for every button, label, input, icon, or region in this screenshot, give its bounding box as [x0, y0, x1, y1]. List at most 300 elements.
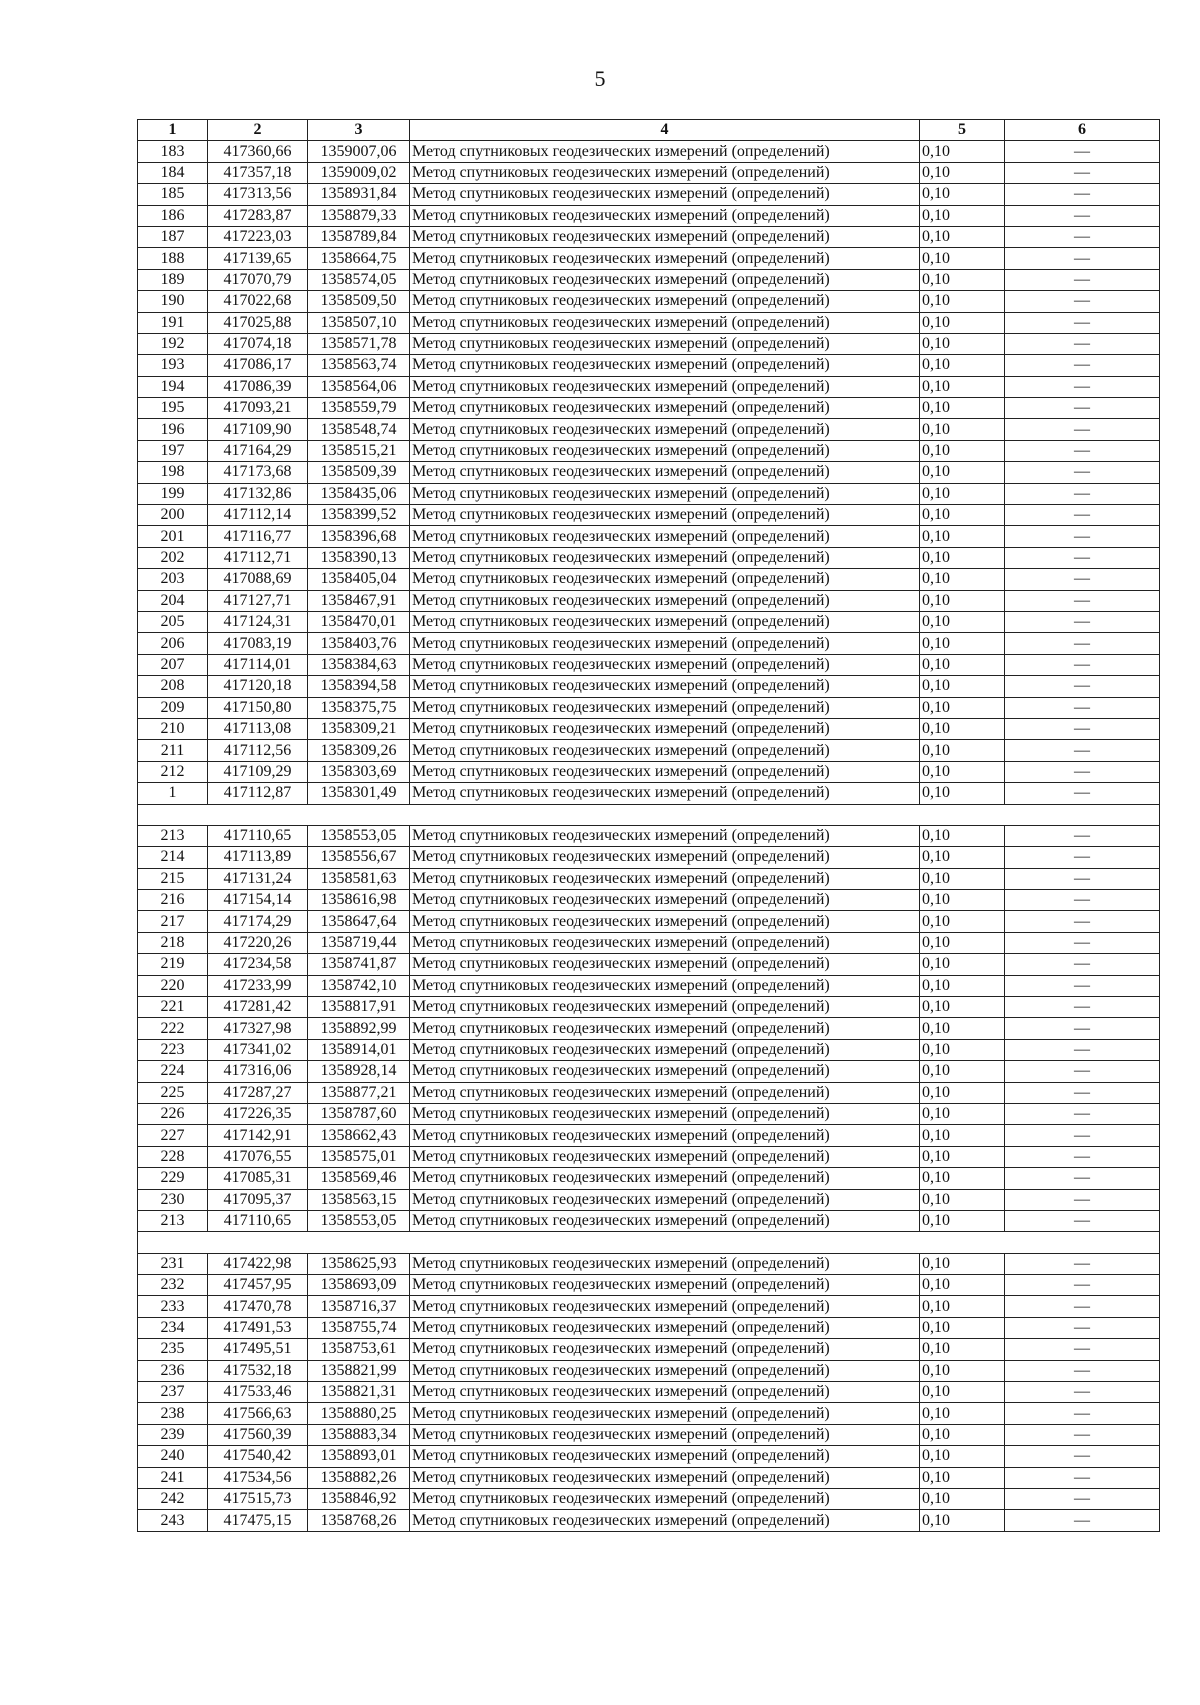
table-cell: 0,10	[920, 226, 1005, 247]
table-cell: Метод спутниковых геодезических измерений (определений)	[410, 1403, 920, 1424]
table-cell: Метод спутниковых геодезических измерений (определений)	[410, 1360, 920, 1381]
table-cell: 1358892,99	[308, 1018, 410, 1039]
table-cell: 417142,91	[208, 1125, 308, 1146]
table-cell: 417112,14	[208, 505, 308, 526]
table-row	[138, 1210, 1160, 1231]
table-cell: 230	[138, 1189, 208, 1210]
table-cell: 233	[138, 1296, 208, 1317]
table-cell: 0,10	[920, 697, 1005, 718]
column-header: 4	[410, 120, 920, 141]
table-cell: 220	[138, 975, 208, 996]
table-row	[138, 783, 1160, 804]
table-cell: Метод спутниковых геодезических измерений (определений)	[410, 376, 920, 397]
table-cell: 417127,71	[208, 590, 308, 611]
table-cell: —	[1005, 462, 1160, 483]
column-header: 2	[208, 120, 308, 141]
table-cell: 1358564,06	[308, 376, 410, 397]
table-cell: Метод спутниковых геодезических измерений (определений)	[410, 633, 920, 654]
table-cell: —	[1005, 526, 1160, 547]
table-cell: Метод спутниковых геодезических измерений (определений)	[410, 611, 920, 632]
table-cell: —	[1005, 676, 1160, 697]
table-cell: 0,10	[920, 847, 1005, 868]
table-cell: 417341,02	[208, 1039, 308, 1060]
table-row	[138, 162, 1160, 183]
table-cell: 417475,15	[208, 1510, 308, 1531]
table-cell: 417534,56	[208, 1467, 308, 1488]
table-row	[138, 997, 1160, 1018]
table-cell: Метод спутниковых геодезических измерений (определений)	[410, 1467, 920, 1488]
table-row	[138, 868, 1160, 889]
table-cell: 0,10	[920, 890, 1005, 911]
table-cell: 0,10	[920, 141, 1005, 162]
table-cell: 1358581,63	[308, 868, 410, 889]
table-cell: 1358647,64	[308, 911, 410, 932]
table-cell: 0,10	[920, 740, 1005, 761]
table-row	[138, 654, 1160, 675]
table-cell: 1358741,87	[308, 954, 410, 975]
table-cell: 1358664,75	[308, 248, 410, 269]
table-cell: 1358883,34	[308, 1424, 410, 1445]
table-cell: —	[1005, 1168, 1160, 1189]
table-cell: Метод спутниковых геодезических измерений (определений)	[410, 162, 920, 183]
table-cell: 217	[138, 911, 208, 932]
table-row	[138, 1275, 1160, 1296]
table-cell: 0,10	[920, 1382, 1005, 1403]
table-cell: 417313,56	[208, 184, 308, 205]
table-row	[138, 141, 1160, 162]
column-header: 6	[1005, 120, 1160, 141]
table-cell: 1358396,68	[308, 526, 410, 547]
table-cell: 0,10	[920, 205, 1005, 226]
table-cell: Метод спутниковых геодезических измерений (определений)	[410, 1103, 920, 1124]
table-cell: —	[1005, 1489, 1160, 1510]
table-row	[138, 633, 1160, 654]
table-cell: 228	[138, 1146, 208, 1167]
table-cell: 1358375,75	[308, 697, 410, 718]
table-cell: 0,10	[920, 291, 1005, 312]
table-cell: —	[1005, 440, 1160, 461]
table-cell: 417495,51	[208, 1339, 308, 1360]
table-cell: —	[1005, 954, 1160, 975]
table-cell: 185	[138, 184, 208, 205]
table-cell: 243	[138, 1510, 208, 1531]
table-cell: Метод спутниковых геодезических измерений (определений)	[410, 1339, 920, 1360]
table-cell: —	[1005, 1510, 1160, 1531]
table-cell: Метод спутниковых геодезических измерений (определений)	[410, 1146, 920, 1167]
table-cell: 417131,24	[208, 868, 308, 889]
table-cell: 417316,06	[208, 1061, 308, 1082]
table-row	[138, 718, 1160, 739]
table-cell: 417533,46	[208, 1382, 308, 1403]
table-cell: 0,10	[920, 1403, 1005, 1424]
table-cell: 0,10	[920, 1339, 1005, 1360]
table-cell: 223	[138, 1039, 208, 1060]
table-cell: —	[1005, 633, 1160, 654]
table-cell: 238	[138, 1403, 208, 1424]
table-cell: 1358563,74	[308, 355, 410, 376]
table-cell: Метод спутниковых геодезических измерений (определений)	[410, 825, 920, 846]
table-cell: 205	[138, 611, 208, 632]
table-cell: 195	[138, 398, 208, 419]
table-row	[138, 1189, 1160, 1210]
table-cell: 1358716,37	[308, 1296, 410, 1317]
table-cell: 1358301,49	[308, 783, 410, 804]
column-header: 1	[138, 120, 208, 141]
table-cell: 1358768,26	[308, 1510, 410, 1531]
table-cell: —	[1005, 825, 1160, 846]
table-cell: 417112,87	[208, 783, 308, 804]
table-cell: 1359007,06	[308, 141, 410, 162]
table-cell: 1358693,09	[308, 1275, 410, 1296]
table-row	[138, 954, 1160, 975]
table-cell: —	[1005, 1296, 1160, 1317]
table-cell: 1359009,02	[308, 162, 410, 183]
table-cell: Метод спутниковых геодезических измерений (определений)	[410, 440, 920, 461]
table-row	[138, 205, 1160, 226]
table-row	[138, 440, 1160, 461]
table-cell: —	[1005, 1210, 1160, 1231]
table-cell: 190	[138, 291, 208, 312]
table-cell: —	[1005, 569, 1160, 590]
table-cell: 417457,95	[208, 1275, 308, 1296]
table-cell: —	[1005, 205, 1160, 226]
table-cell: Метод спутниковых геодезических измерений (определений)	[410, 890, 920, 911]
table-cell: 188	[138, 248, 208, 269]
table-cell: 0,10	[920, 1103, 1005, 1124]
table-row	[138, 1082, 1160, 1103]
table-cell: 0,10	[920, 355, 1005, 376]
table-cell: —	[1005, 376, 1160, 397]
table-row	[138, 1061, 1160, 1082]
table-cell: —	[1005, 1125, 1160, 1146]
table-cell: 1358403,76	[308, 633, 410, 654]
table-cell: Метод спутниковых геодезических измерений (определений)	[410, 1210, 920, 1231]
table-cell: 191	[138, 312, 208, 333]
table-row	[138, 312, 1160, 333]
table-cell: —	[1005, 184, 1160, 205]
table-row	[138, 376, 1160, 397]
table-cell: 1358880,25	[308, 1403, 410, 1424]
table-cell: Метод спутниковых геодезических измерений (определений)	[410, 654, 920, 675]
table-cell: 0,10	[920, 184, 1005, 205]
table-row	[138, 1424, 1160, 1445]
table-cell: Метод спутниковых геодезических измерений (определений)	[410, 697, 920, 718]
table-cell: 0,10	[920, 761, 1005, 782]
table-cell: 0,10	[920, 547, 1005, 568]
table-cell: Метод спутниковых геодезических измерений (определений)	[410, 718, 920, 739]
table-cell: 417112,56	[208, 740, 308, 761]
table-cell: 232	[138, 1275, 208, 1296]
table-cell: 1358399,52	[308, 505, 410, 526]
table-cell: 0,10	[920, 1510, 1005, 1531]
table-cell: 417515,73	[208, 1489, 308, 1510]
table-cell: Метод спутниковых геодезических измерений (определений)	[410, 1253, 920, 1274]
table-cell: 199	[138, 483, 208, 504]
table-cell: 231	[138, 1253, 208, 1274]
table-cell: 211	[138, 740, 208, 761]
table-cell: 0,10	[920, 312, 1005, 333]
table-cell: Метод спутниковых геодезических измерений (определений)	[410, 1489, 920, 1510]
table-cell: 417025,88	[208, 312, 308, 333]
table-cell: 1358574,05	[308, 269, 410, 290]
table-cell: 417470,78	[208, 1296, 308, 1317]
table-cell: Метод спутниковых геодезических измерений (определений)	[410, 248, 920, 269]
table-cell: —	[1005, 226, 1160, 247]
table-cell: 237	[138, 1382, 208, 1403]
table-cell: 0,10	[920, 676, 1005, 697]
table-cell: —	[1005, 761, 1160, 782]
table-cell: 208	[138, 676, 208, 697]
table-cell: 1358879,33	[308, 205, 410, 226]
table-cell: —	[1005, 1360, 1160, 1381]
table-cell: 235	[138, 1339, 208, 1360]
table-cell: 0,10	[920, 569, 1005, 590]
table-cell: 0,10	[920, 654, 1005, 675]
table-cell: 1358877,21	[308, 1082, 410, 1103]
table-cell: 1358509,50	[308, 291, 410, 312]
table-row	[138, 505, 1160, 526]
table-cell: 214	[138, 847, 208, 868]
table-cell: 1358625,93	[308, 1253, 410, 1274]
table-cell: —	[1005, 1146, 1160, 1167]
table-cell: 0,10	[920, 590, 1005, 611]
table-cell: Метод спутниковых геодезических измерений (определений)	[410, 1424, 920, 1445]
table-cell: Метод спутниковых геодезических измерений (определений)	[410, 1039, 920, 1060]
separator-cell	[138, 804, 1160, 825]
table-row	[138, 184, 1160, 205]
table-cell: —	[1005, 1103, 1160, 1124]
table-row	[138, 291, 1160, 312]
table-cell: Метод спутниковых геодезических измерений (определений)	[410, 184, 920, 205]
table-cell: 1358787,60	[308, 1103, 410, 1124]
table-cell: Метод спутниковых геодезических измерений (определений)	[410, 291, 920, 312]
table-cell: —	[1005, 1467, 1160, 1488]
column-header: 5	[920, 120, 1005, 141]
table-row	[138, 1489, 1160, 1510]
table-cell: —	[1005, 269, 1160, 290]
table-cell: 417116,77	[208, 526, 308, 547]
table-row	[138, 419, 1160, 440]
table-cell: 0,10	[920, 1275, 1005, 1296]
table-cell: 0,10	[920, 398, 1005, 419]
table-cell: 417154,14	[208, 890, 308, 911]
table-cell: 417113,89	[208, 847, 308, 868]
table-cell: 417287,27	[208, 1082, 308, 1103]
table-cell: 1358507,10	[308, 312, 410, 333]
table-cell: 417093,21	[208, 398, 308, 419]
table-cell: Метод спутниковых геодезических измерений (определений)	[410, 1446, 920, 1467]
table-cell: 224	[138, 1061, 208, 1082]
table-cell: 417095,37	[208, 1189, 308, 1210]
table-cell: —	[1005, 141, 1160, 162]
table-cell: Метод спутниковых геодезических измерений (определений)	[410, 312, 920, 333]
table-cell: —	[1005, 740, 1160, 761]
block-separator-row	[138, 804, 1160, 825]
table-cell: 197	[138, 440, 208, 461]
table-cell: 417113,08	[208, 718, 308, 739]
table-cell: —	[1005, 1446, 1160, 1467]
table-cell: 202	[138, 547, 208, 568]
table-cell: 417110,65	[208, 825, 308, 846]
table-row	[138, 1296, 1160, 1317]
table-cell: 0,10	[920, 248, 1005, 269]
table-cell: 417139,65	[208, 248, 308, 269]
table-row	[138, 398, 1160, 419]
table-cell: —	[1005, 911, 1160, 932]
table-cell: 1358914,01	[308, 1039, 410, 1060]
table-cell: 417233,99	[208, 975, 308, 996]
table-cell: 417114,01	[208, 654, 308, 675]
table-cell: Метод спутниковых геодезических измерений (определений)	[410, 1061, 920, 1082]
table-cell: 417540,42	[208, 1446, 308, 1467]
table-cell: Метод спутниковых геодезических измерений (определений)	[410, 505, 920, 526]
table-cell: 0,10	[920, 333, 1005, 354]
table-cell: 186	[138, 205, 208, 226]
table-cell: 417124,31	[208, 611, 308, 632]
table-row	[138, 226, 1160, 247]
table-cell: —	[1005, 483, 1160, 504]
table-cell: 236	[138, 1360, 208, 1381]
table-cell: 0,10	[920, 783, 1005, 804]
table-cell: 221	[138, 997, 208, 1018]
table-cell: 1358515,21	[308, 440, 410, 461]
table-cell: 187	[138, 226, 208, 247]
table-row	[138, 1382, 1160, 1403]
table-cell: 1358556,67	[308, 847, 410, 868]
table-cell: 189	[138, 269, 208, 290]
table-cell: Метод спутниковых геодезических измерений (определений)	[410, 569, 920, 590]
table-cell: 1	[138, 783, 208, 804]
column-header: 3	[308, 120, 410, 141]
table-cell: Метод спутниковых геодезических измерений (определений)	[410, 205, 920, 226]
table-row	[138, 1317, 1160, 1338]
table-cell: —	[1005, 1403, 1160, 1424]
table-cell: Метод спутниковых геодезических измерений (определений)	[410, 911, 920, 932]
table-cell: 417283,87	[208, 205, 308, 226]
table-cell: Метод спутниковых геодезических измерений (определений)	[410, 868, 920, 889]
table-row	[138, 1168, 1160, 1189]
table-cell: 0,10	[920, 376, 1005, 397]
table-cell: —	[1005, 783, 1160, 804]
table-cell: 0,10	[920, 954, 1005, 975]
table-cell: Метод спутниковых геодезических измерений (определений)	[410, 355, 920, 376]
table-cell: 417174,29	[208, 911, 308, 932]
table-cell: 0,10	[920, 526, 1005, 547]
table-cell: 0,10	[920, 1146, 1005, 1167]
table-cell: —	[1005, 718, 1160, 739]
table-cell: 417086,17	[208, 355, 308, 376]
table-cell: 0,10	[920, 1210, 1005, 1231]
table-cell: 1358846,92	[308, 1489, 410, 1510]
table-cell: 417220,26	[208, 932, 308, 953]
table-cell: 1358893,01	[308, 1446, 410, 1467]
table-row	[138, 1360, 1160, 1381]
table-cell: —	[1005, 547, 1160, 568]
table-cell: 417109,90	[208, 419, 308, 440]
table-cell: —	[1005, 333, 1160, 354]
table-cell: —	[1005, 932, 1160, 953]
table-cell: 1358309,26	[308, 740, 410, 761]
table-cell: Метод спутниковых геодезических измерений (определений)	[410, 1510, 920, 1531]
table-cell: 0,10	[920, 1082, 1005, 1103]
table-cell: 229	[138, 1168, 208, 1189]
table-cell: 215	[138, 868, 208, 889]
table-cell: Метод спутниковых геодезических измерений (определений)	[410, 1296, 920, 1317]
table-cell: 206	[138, 633, 208, 654]
page-number: 5	[594, 66, 606, 91]
table-cell: Метод спутниковых геодезических измерений (определений)	[410, 740, 920, 761]
table-cell: 417281,42	[208, 997, 308, 1018]
table-cell: 216	[138, 890, 208, 911]
table-row	[138, 1103, 1160, 1124]
table-cell: 1358509,39	[308, 462, 410, 483]
table-cell: 198	[138, 462, 208, 483]
table-cell: 0,10	[920, 1253, 1005, 1274]
table-cell: —	[1005, 1253, 1160, 1274]
table-cell: 1358405,04	[308, 569, 410, 590]
table-cell: 1358569,46	[308, 1168, 410, 1189]
table-cell: 1358390,13	[308, 547, 410, 568]
table-cell: 1358470,01	[308, 611, 410, 632]
table-cell: Метод спутниковых геодезических измерений (определений)	[410, 1275, 920, 1296]
table-cell: Метод спутниковых геодезических измерений (определений)	[410, 847, 920, 868]
table-cell: 417560,39	[208, 1424, 308, 1445]
table-cell: 417112,71	[208, 547, 308, 568]
table-cell: Метод спутниковых геодезических измерений (определений)	[410, 975, 920, 996]
table-cell: —	[1005, 1039, 1160, 1060]
table-cell: —	[1005, 1061, 1160, 1082]
table-cell: 1358384,63	[308, 654, 410, 675]
table-cell: 1358755,74	[308, 1317, 410, 1338]
table-cell: 0,10	[920, 932, 1005, 953]
table-cell: 213	[138, 1210, 208, 1231]
table-cell: —	[1005, 997, 1160, 1018]
table-cell: 226	[138, 1103, 208, 1124]
table-cell: 0,10	[920, 162, 1005, 183]
table-cell: 1358719,44	[308, 932, 410, 953]
table-cell: 0,10	[920, 1018, 1005, 1039]
table-cell: 1358394,58	[308, 676, 410, 697]
table-cell: 213	[138, 825, 208, 846]
table-cell: 0,10	[920, 1424, 1005, 1445]
table-cell: —	[1005, 1275, 1160, 1296]
table-cell: 417074,18	[208, 333, 308, 354]
table-cell: Метод спутниковых геодезических измерений (определений)	[410, 526, 920, 547]
table-cell: Метод спутниковых геодезических измерений (определений)	[410, 141, 920, 162]
table-cell: 417234,58	[208, 954, 308, 975]
table-cell: 184	[138, 162, 208, 183]
table-row	[138, 847, 1160, 868]
separator-cell	[138, 1232, 1160, 1253]
table-cell: 417132,86	[208, 483, 308, 504]
table-cell: 241	[138, 1467, 208, 1488]
table-cell: —	[1005, 697, 1160, 718]
table-cell: Метод спутниковых геодезических измерений (определений)	[410, 1168, 920, 1189]
table-cell: 417226,35	[208, 1103, 308, 1124]
table-row	[138, 590, 1160, 611]
table-cell: 239	[138, 1424, 208, 1445]
table-cell: 219	[138, 954, 208, 975]
table-cell: 0,10	[920, 1446, 1005, 1467]
table-cell: Метод спутниковых геодезических измерений (определений)	[410, 1082, 920, 1103]
table-row	[138, 355, 1160, 376]
table-cell: 1358817,91	[308, 997, 410, 1018]
table-body	[138, 141, 1160, 1531]
table-cell: 417491,53	[208, 1317, 308, 1338]
table-cell: Метод спутниковых геодезических измерений (определений)	[410, 1189, 920, 1210]
table-cell: Метод спутниковых геодезических измерений (определений)	[410, 1018, 920, 1039]
table-cell: —	[1005, 975, 1160, 996]
